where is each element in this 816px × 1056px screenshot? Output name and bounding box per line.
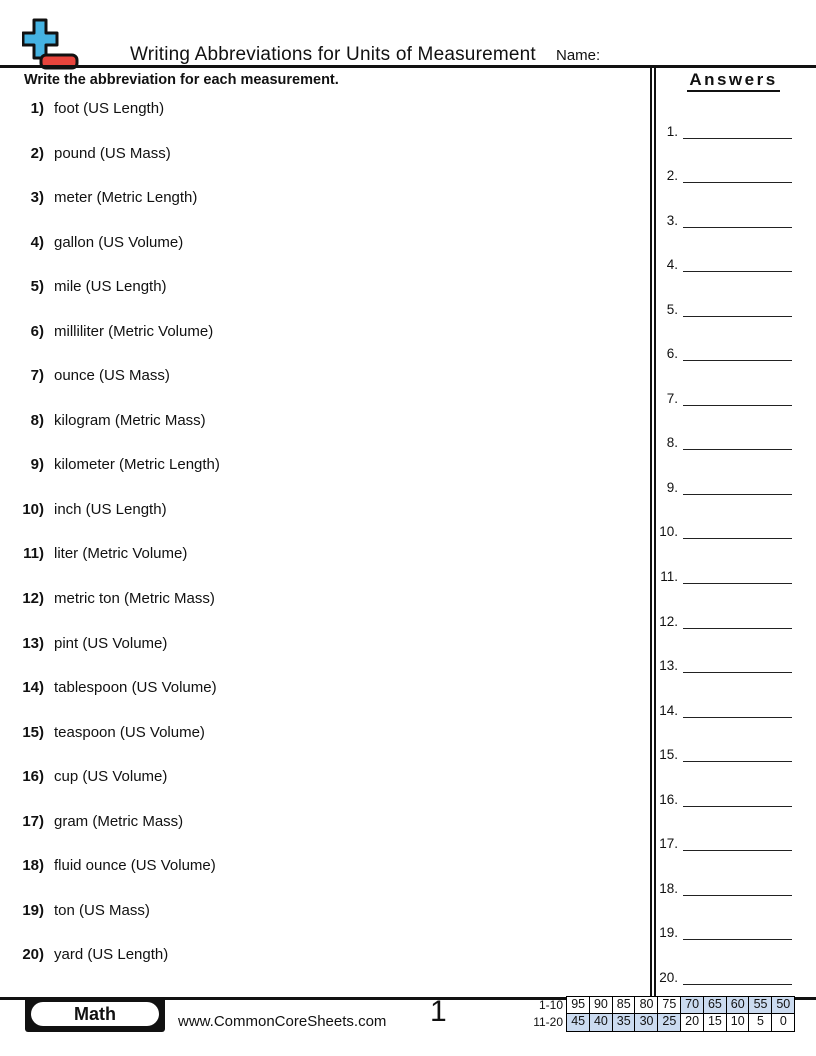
answer-blank-line[interactable]	[683, 525, 792, 539]
question-number: 8)	[30, 411, 44, 429]
answer-item	[651, 228, 816, 273]
score-grid-row	[527, 996, 795, 1015]
answer-item	[651, 539, 816, 584]
question-text: ounce (US Mass)	[54, 367, 170, 385]
question-number: 16)	[22, 768, 44, 786]
answers-header-label: Answers	[687, 70, 779, 92]
score-grid-cell: 60	[726, 996, 750, 1015]
question-item	[0, 768, 640, 813]
question-item	[0, 234, 640, 279]
score-grid-cell: 65	[703, 996, 727, 1015]
question-text: ton (US Mass)	[54, 901, 150, 919]
answer-item	[651, 139, 816, 184]
score-grid-cell: 15	[703, 1013, 727, 1032]
question-item	[0, 635, 640, 680]
answer-item	[651, 851, 816, 896]
answer-blank-line[interactable]	[683, 882, 792, 896]
question-text: milliliter (Metric Volume)	[54, 322, 214, 340]
question-number: 17)	[22, 812, 44, 830]
answer-blank-line[interactable]	[683, 748, 792, 762]
answer-number: 7.	[666, 390, 678, 406]
question-number: 7)	[30, 367, 44, 385]
question-text: cup (US Volume)	[54, 768, 168, 786]
question-item	[0, 456, 640, 501]
answer-blank-line[interactable]	[683, 125, 792, 139]
question-item	[0, 189, 640, 234]
question-item	[0, 545, 640, 590]
question-text: foot (US Length)	[54, 100, 165, 117]
answer-item	[651, 272, 816, 317]
answer-number: 16.	[659, 791, 678, 807]
question-item	[0, 100, 640, 145]
question-number: 19)	[22, 901, 44, 919]
answer-blank-line[interactable]	[683, 169, 792, 183]
question-item	[0, 813, 640, 858]
answer-blank-line[interactable]	[683, 258, 792, 272]
answer-item	[651, 629, 816, 674]
answer-blank-line[interactable]	[683, 303, 792, 317]
plus-icon	[23, 20, 57, 58]
answer-blank-line[interactable]	[683, 481, 792, 495]
question-number: 1)	[30, 100, 44, 117]
question-text: teaspoon (US Volume)	[54, 723, 205, 741]
question-number: 3)	[30, 189, 44, 207]
score-grid-cell: 75	[657, 996, 681, 1015]
answer-number: 5.	[666, 301, 678, 317]
answer-list	[651, 94, 816, 985]
score-grid	[527, 996, 795, 1032]
question-text: pound (US Mass)	[54, 144, 171, 162]
answer-number: 3.	[666, 212, 678, 228]
score-grid-row	[527, 1013, 795, 1032]
answer-blank-line[interactable]	[683, 615, 792, 629]
question-text: yard (US Length)	[54, 946, 169, 964]
answer-number: 17.	[659, 836, 678, 852]
answer-number: 13.	[659, 658, 678, 674]
page-title: Writing Abbreviations for Units of Measurement	[130, 44, 536, 65]
question-number: 4)	[30, 233, 44, 251]
answer-item	[651, 406, 816, 451]
question-number: 9)	[30, 456, 44, 474]
answer-number: 11.	[660, 569, 678, 585]
answer-blank-line[interactable]	[683, 570, 792, 584]
score-grid-cell: 5	[748, 1013, 772, 1032]
answers-header	[651, 70, 816, 90]
question-number: 15)	[22, 723, 44, 741]
page-number: 1	[430, 995, 447, 1028]
answer-number: 12.	[659, 613, 678, 629]
question-number: 11)	[23, 545, 44, 563]
question-item	[0, 501, 640, 546]
question-item	[0, 724, 640, 769]
answer-item	[651, 718, 816, 763]
answer-item	[651, 762, 816, 807]
answer-number: 4.	[666, 257, 678, 273]
question-item	[0, 412, 640, 457]
answer-number: 20.	[659, 969, 678, 985]
score-grid-cell: 35	[612, 1013, 636, 1032]
answer-item	[651, 450, 816, 495]
answer-blank-line[interactable]	[683, 704, 792, 718]
answer-blank-line[interactable]	[683, 436, 792, 450]
answer-number: 15.	[659, 747, 678, 763]
question-text: inch (US Length)	[54, 500, 167, 518]
question-number: 20)	[22, 946, 44, 964]
answer-item	[651, 183, 816, 228]
question-item	[0, 679, 640, 724]
score-grid-cell: 50	[771, 996, 795, 1015]
question-item	[0, 145, 640, 190]
name-label: Name:	[556, 47, 601, 64]
score-grid-cell: 0	[771, 1013, 795, 1032]
answer-blank-line[interactable]	[683, 214, 792, 228]
answer-item	[651, 495, 816, 540]
score-grid-cell: 30	[634, 1013, 658, 1032]
answer-number: 1.	[666, 123, 678, 139]
answer-number: 8.	[666, 435, 678, 451]
score-grid-cell: 25	[657, 1013, 681, 1032]
score-grid-range-label: 11-20	[533, 1015, 563, 1029]
answer-number: 6.	[666, 346, 678, 362]
answer-item	[651, 94, 816, 139]
question-item	[0, 323, 640, 368]
score-grid-cell: 45	[566, 1013, 590, 1032]
answer-number: 10.	[659, 524, 678, 540]
question-item	[0, 857, 640, 902]
question-item	[0, 946, 640, 991]
question-text: fluid ounce (US Volume)	[54, 857, 216, 875]
instruction-text: Write the abbreviation for each measurement.	[24, 72, 339, 88]
question-text: gallon (US Volume)	[54, 233, 184, 251]
website-url: www.CommonCoreSheets.com	[178, 1013, 387, 1030]
score-grid-cell: 90	[589, 996, 613, 1015]
question-number: 14)	[22, 679, 44, 697]
question-text: mile (US Length)	[54, 278, 167, 296]
question-list	[0, 100, 640, 991]
answer-item	[651, 317, 816, 362]
answer-item	[651, 807, 816, 852]
answer-blank-line[interactable]	[683, 392, 792, 406]
answer-item	[651, 673, 816, 718]
score-grid-cell: 95	[566, 996, 590, 1015]
answer-blank-line[interactable]	[683, 347, 792, 361]
answer-blank-line[interactable]	[683, 971, 792, 985]
score-grid-cell: 85	[612, 996, 636, 1015]
question-text: kilogram (Metric Mass)	[54, 411, 206, 429]
question-text: meter (Metric Length)	[54, 189, 198, 207]
question-number: 18)	[22, 857, 44, 875]
answer-number: 18.	[659, 880, 678, 896]
subject-badge	[25, 997, 165, 1032]
header-divider	[0, 65, 816, 68]
answer-item	[651, 361, 816, 406]
question-number: 2)	[30, 144, 44, 162]
question-item	[0, 278, 640, 323]
score-grid-cell: 80	[634, 996, 658, 1015]
answer-blank-line[interactable]	[683, 926, 792, 940]
question-number: 5)	[30, 278, 44, 296]
question-text: tablespoon (US Volume)	[54, 679, 217, 697]
score-grid-cell: 55	[748, 996, 772, 1015]
score-grid-range-label: 1-10	[538, 998, 563, 1012]
answer-item	[651, 940, 816, 985]
question-text: pint (US Volume)	[54, 634, 168, 652]
question-number: 13)	[22, 634, 44, 652]
answer-number: 9.	[666, 479, 678, 495]
answer-item	[651, 584, 816, 629]
question-number: 10)	[22, 500, 44, 518]
score-grid-cell: 10	[726, 1013, 750, 1032]
question-text: liter (Metric Volume)	[54, 545, 188, 563]
question-item	[0, 590, 640, 635]
question-number: 6)	[30, 322, 44, 340]
score-grid-cell: 20	[680, 1013, 704, 1032]
answer-number: 19.	[659, 925, 678, 941]
answer-blank-line[interactable]	[683, 659, 792, 673]
question-text: metric ton (Metric Mass)	[54, 590, 215, 608]
score-grid-cell: 70	[680, 996, 704, 1015]
question-item	[0, 367, 640, 412]
answer-number: 2.	[666, 168, 678, 184]
subject-badge-label: Math	[31, 1002, 159, 1026]
answer-item	[651, 896, 816, 941]
answer-number: 14.	[659, 702, 678, 718]
question-text: kilometer (Metric Length)	[54, 456, 220, 474]
answer-blank-line[interactable]	[683, 837, 792, 851]
question-text: gram (Metric Mass)	[54, 812, 184, 830]
score-grid-cell: 40	[589, 1013, 613, 1032]
answer-blank-line[interactable]	[683, 793, 792, 807]
question-item	[0, 902, 640, 947]
question-number: 12)	[22, 590, 44, 608]
